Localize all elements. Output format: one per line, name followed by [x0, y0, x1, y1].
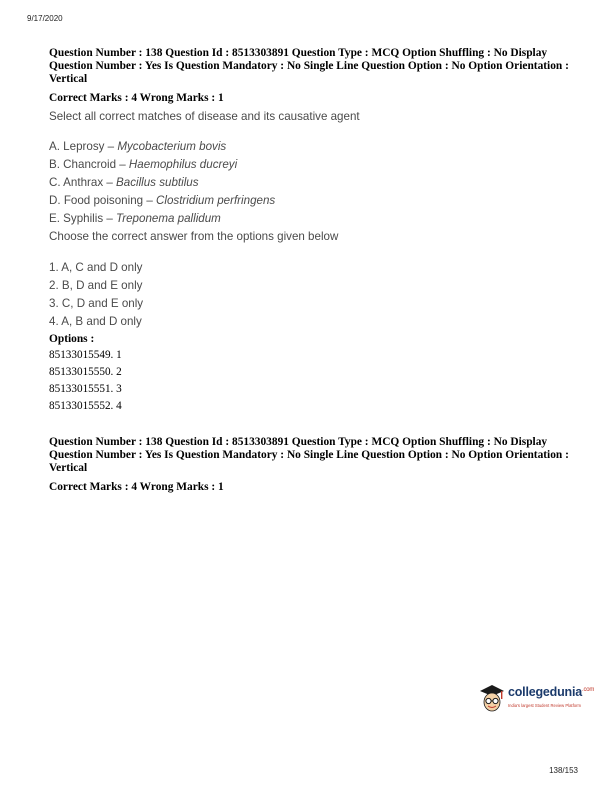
page-number: 138/153 [549, 766, 578, 775]
match-item: A. Leprosy – Mycobacterium bovis [49, 140, 227, 153]
question-1-meta: Question Number : 138 Question Id : 8513303891 Question Type : MCQ Option Shuffling : No Display Question Number : Yes Is Question Mandatory : No Single Line Question Option : No Option Orientation : Vertical [49, 47, 569, 85]
question-1-marks: Correct Marks : 4 Wrong Marks : 1 [49, 92, 224, 104]
match-item: E. Syphilis – Treponema pallidum [49, 212, 221, 225]
answer-choice: 2. B, D and E only [49, 279, 143, 292]
options-title: Options : [49, 333, 95, 345]
match-item: D. Food poisoning – Clostridium perfringens [49, 194, 276, 207]
match-item: B. Chancroid – Haemophilus ducreyi [49, 158, 238, 171]
question-1-instruction: Choose the correct answer from the options given below [49, 230, 339, 243]
answer-choice: 4. A, B and D only [49, 315, 142, 328]
match-item: C. Anthrax – Bacillus subtilus [49, 176, 199, 189]
answer-choice: 3. C, D and E only [49, 297, 144, 310]
question-1-prompt: Select all correct matches of disease and its causative agent [49, 110, 360, 123]
option-id: 85133015552. 4 [49, 400, 122, 412]
graduate-mascot-icon [478, 684, 506, 716]
option-id: 85133015551. 3 [49, 383, 122, 395]
print-date: 9/17/2020 [27, 14, 63, 23]
option-id: 85133015550. 2 [49, 366, 122, 378]
collegedunia-logo [478, 684, 595, 716]
option-id: 85133015549. 1 [49, 349, 122, 361]
logo-wordmark: collegedunia$^{.com}$ [508, 685, 595, 699]
answer-choice: 1. A, C and D only [49, 261, 143, 274]
logo-tagline: India's largest Student Review Platform [508, 703, 581, 708]
question-2-meta: Question Number : 138 Question Id : 8513303891 Question Type : MCQ Option Shuffling : No Display Question Number : Yes Is Question Mandatory : No Single Line Question Option : No Option Orientation : Vertical [49, 436, 569, 474]
question-2-marks: Correct Marks : 4 Wrong Marks : 1 [49, 481, 224, 493]
